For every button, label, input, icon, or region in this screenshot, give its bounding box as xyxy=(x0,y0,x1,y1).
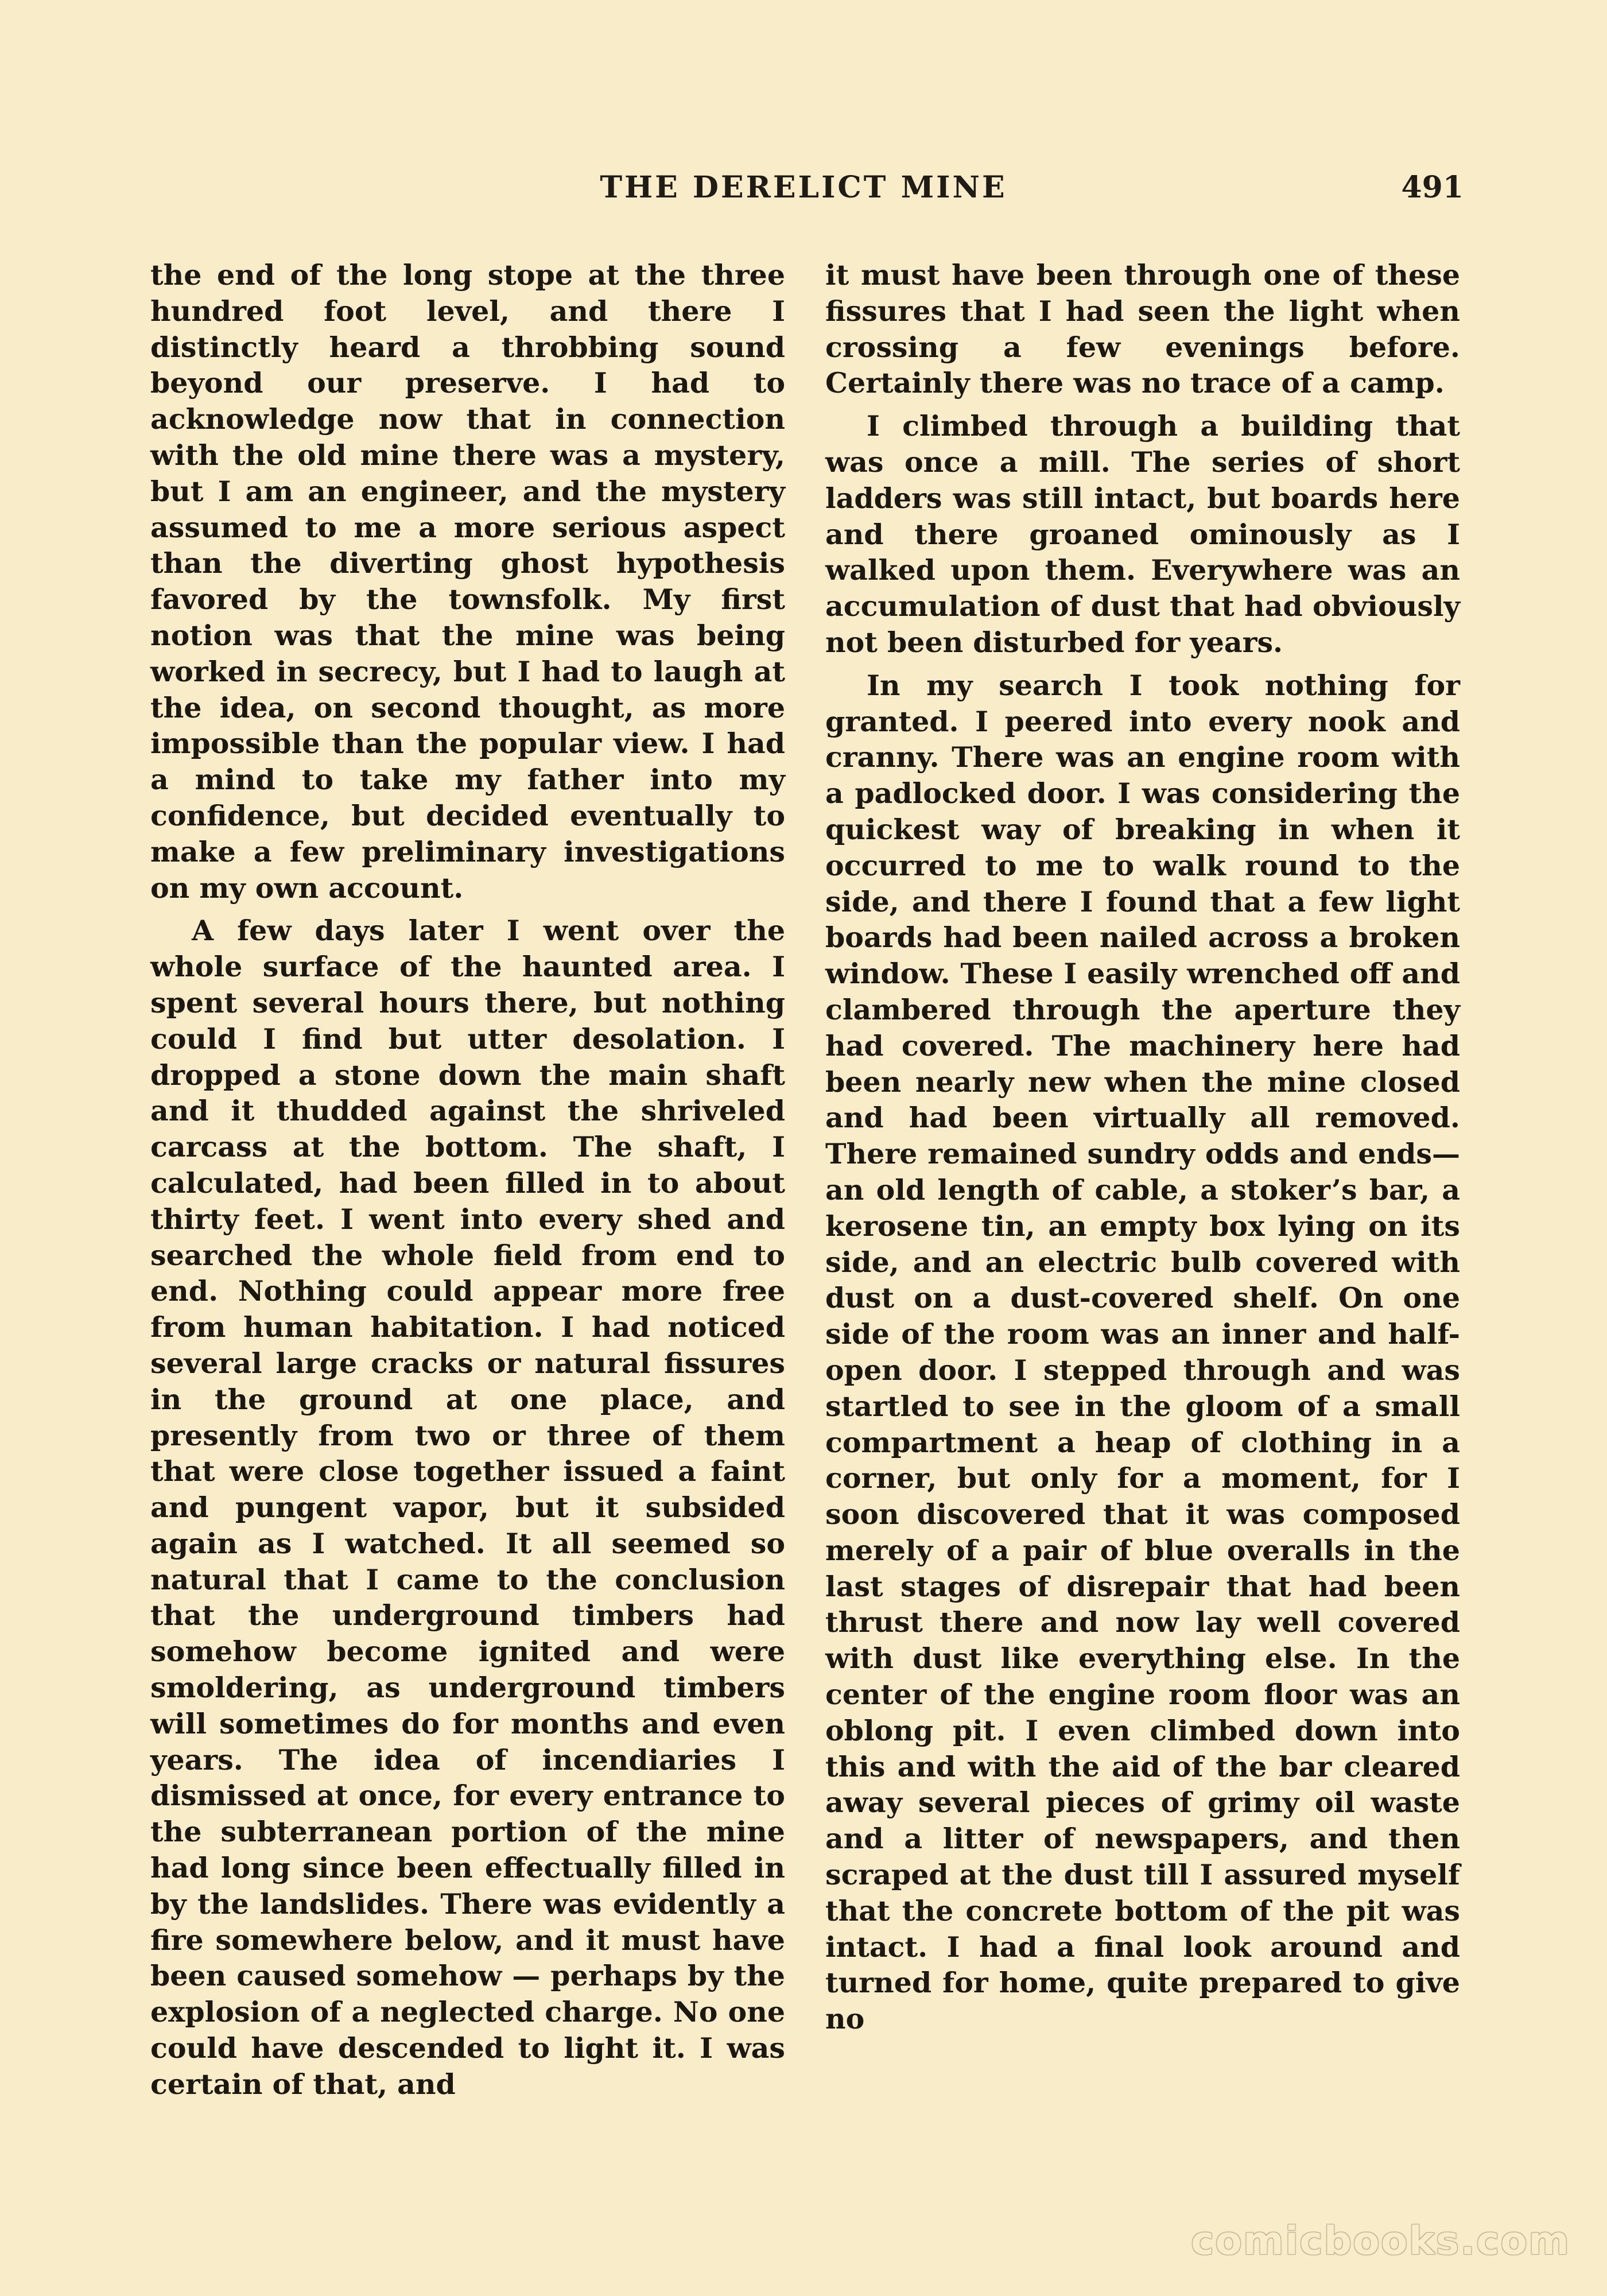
left-column xyxy=(150,257,785,2103)
left-paragraph-1: the end of the long stope at the three hundred foot level, and there I distinctly heard a throbbing sound beyond our preserve. I had to acknowledge now that in connection with the old mine there was a mystery, but I am an engineer, and the mystery assumed to me a more serious aspect than the diverting ghost hypothesis favored by the townsfolk. My first notion was that the mine was being worked in secrecy, but I had to laugh at the idea, on second thought, as more impossible than the popular view. I had a mind to take my father into my confidence, but decided eventually to make a few preliminary investigations on my own account. xyxy=(150,258,785,905)
right-paragraph-2: I climbed through a building that was once a mill. The series of short ladders was still intact, but boards here and there groaned ominously as I walked upon them. Everywhere was an accumulation of dust that had obviously not been disturbed for years. xyxy=(825,409,1460,659)
right-paragraph-1: it must have been through one of these fissures that I had seen the light when crossing a few evenings before. Certainly there was no trace of a camp. xyxy=(825,258,1460,400)
right-column xyxy=(825,257,1460,2037)
page-number: 491 xyxy=(1401,170,1464,205)
left-paragraph-2: A few days later I went over the whole surface of the haunted area. I spent several hours there, but nothing could I find but utter desolation. I dropped a stone down the main shaft and it thudded against the shriveled carcass at the bottom. The shaft, I calculated, had been filled in to about thirty feet. I went into every shed and searched the whole field from end to end. Nothing could appear more free from human habitation. I had noticed several large cracks or natural fissures in the ground at one place, and presently from two or three of them that were close together issued a faint and pungent vapor, but it subsided again as I watched. It all seemed so natural that I came to the conclusion that the underground timbers had somehow become ignited and were smoldering, as underground timbers will sometimes do for months and even years. The idea of incendiaries I dismissed at once, for every entrance to the subterranean portion of the mine had long since been effectually filled in by the landslides. There was evidently a fire somewhere below, and it must have been caused somehow — perhaps by the explosion of a neglected charge. No one could have descended to light it. I was certain of that, and xyxy=(150,914,785,2101)
watermark: comicbooks.com xyxy=(1190,2219,1570,2264)
running-title: THE DERELICT MINE xyxy=(600,170,1007,205)
right-paragraph-3: In my search I took nothing for granted. I peered into every nook and cranny. There was an engine room with a padlocked door. I was considering the quickest way of breaking in when it occurred to me to walk round to the side, and there I found that a few light boards had been nailed across a broken window. These I easily wrenched off and clambered through the aperture they had covered. The machinery here had been nearly new when the mine closed and had been virtually all removed. There remained sundry odds and ends—an old length of cable, a stoker’s bar, a kerosene tin, an empty box lying on its side, and an electric bulb covered with dust on a dust-covered shelf. On one side of the room was an inner and half-open door. I stepped through and was startled to see in the gloom of a small compartment a heap of clothing in a corner, but only for a moment, for I soon discovered that it was composed merely of a pair of blue overalls in the last stages of disrepair that had been thrust there and now lay well covered with dust like everything else. In the center of the engine room floor was an oblong pit. I even climbed down into this and with the aid of the bar cleared away several pieces of grimy oil waste and a litter of newspapers, and then scraped at the dust till I assured myself that the concrete bottom of the pit was intact. I had a final look around and turned for home, quite prepared to give no xyxy=(825,668,1460,2036)
